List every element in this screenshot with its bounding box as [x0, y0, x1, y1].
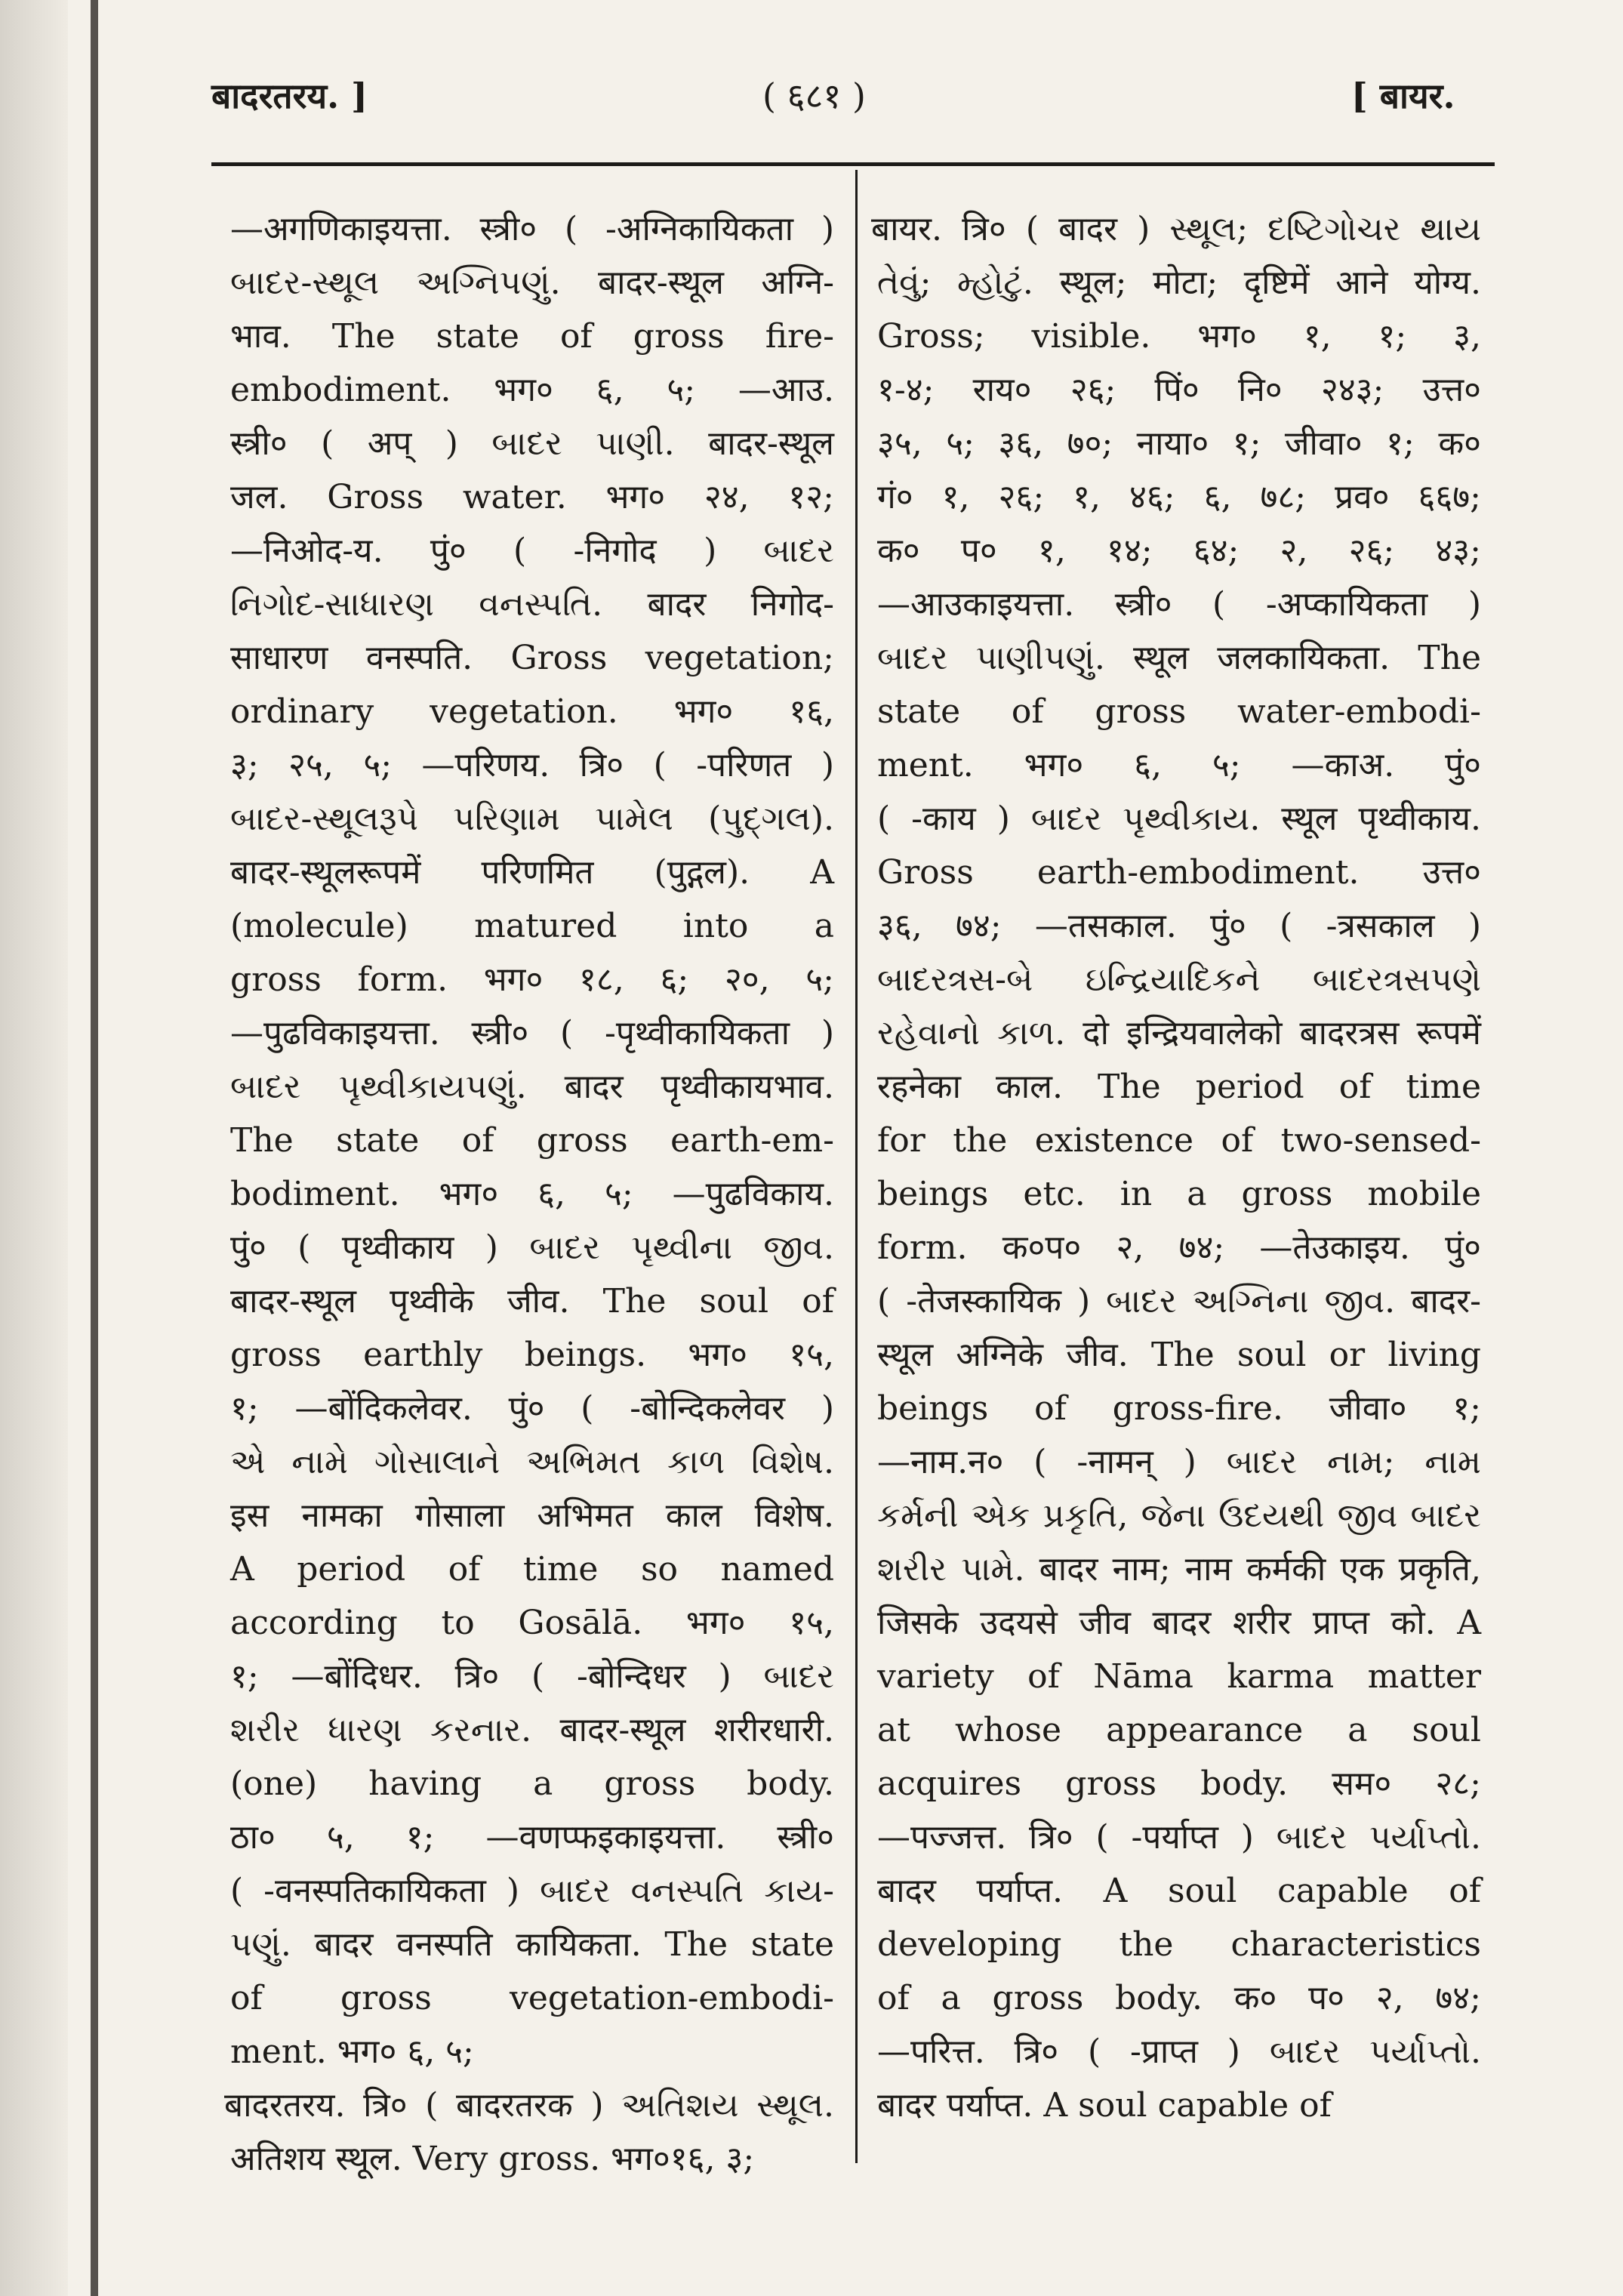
text-line: (one) having a gross body. — [230, 1764, 834, 1803]
text-line: पुं० ( पृथ्वीकाय ) બાદર પૃથ્વીના જીવ. — [230, 1228, 834, 1267]
text-line: according to Gosālā. भग० १५, — [230, 1604, 834, 1642]
text-line: ordinary vegetation. भग० १६, — [230, 692, 834, 731]
text-line: ३५, ५; ३६, ७०; नाया० १; जीवा० १; क० — [877, 424, 1481, 463]
text-line: अतिशय स्थूल. Very gross. भग०१६, ३; — [230, 2140, 755, 2178]
text-line: પણું. बादर वनस्पति कायिकता. The state — [230, 1925, 834, 1964]
left-column — [224, 202, 834, 2186]
text-line: of a gross body. क० प० २, ७४; — [877, 1979, 1481, 2017]
text-line: The state of gross earth-em- — [230, 1121, 834, 1160]
text-line: ३६, ७४; —तसकाल. पुं० ( -त्रसकाल ) — [877, 907, 1481, 945]
text-line: શરીર ધારણ કરનાર. बादर-स्थूल शरीरधारी. — [230, 1711, 834, 1749]
headword-line: बायर. त्रि० ( बादर ) સ્થૂલ; દષ્ટિગોચર થાય — [871, 210, 1481, 248]
text-line: —आउकाइयत्ता. स्त्री० ( -अप्कायिकता ) — [877, 585, 1481, 624]
text-line: developing the characteristics — [877, 1925, 1481, 1964]
running-head-left: बादरतरय. ] — [211, 76, 368, 116]
text-line: १-४; राय० २६; पिं० नि० २४३; उत्त० — [877, 371, 1481, 409]
text-line: (molecule) matured into a — [230, 907, 834, 945]
right-column — [871, 202, 1481, 2132]
running-head-right: [ बायर. — [1351, 76, 1455, 116]
text-line: रहनेका काल. The period of time — [877, 1068, 1481, 1106]
text-line: બાદર-સ્થૂલ અગ્નિપણું. बादर-स्थूल अग्नि- — [230, 264, 834, 302]
text-line: તેવું; મ્હોટું. स्थूल; मोटा; दृष्टिमें आने योग्य. — [877, 264, 1481, 302]
text-line: गं० १, २६; १, ४६; ६, ७८; प्रव० ६६७; — [877, 478, 1481, 516]
text-line: બાદરત્રસ-બે ઇન્દ્રિયાદિકને બાદરત્રસપણે — [877, 960, 1481, 999]
text-line: Gross earth-embodiment. उत्त० — [877, 853, 1481, 892]
text-line: A period of time so named — [230, 1550, 834, 1589]
text-line: इस नामका गोसाला अभिमत काल विशेष. — [230, 1496, 834, 1535]
text-line: gross form. भग० १८, ६; २०, ५; — [230, 960, 834, 999]
text-line: बादर-स्थूलरूपमें परिणमित (पुद्गल). A — [230, 853, 834, 892]
text-line: at whose appearance a soul — [877, 1711, 1481, 1749]
text-line: —अगणिकाइयत्ता. स्त्री० ( -अग्निकायिकता ) — [230, 210, 834, 248]
text-line: —निओद-य. पुं० ( -निगोद ) બાદર — [230, 532, 834, 570]
text-line: નિગોદ-સાધારણ વનસ્પતિ. बादर निगोद- — [230, 585, 834, 624]
text-line: બાદર-સ્થૂલરૂપે પરિણામ પામેલ (પુદ્ગલ). — [230, 800, 834, 838]
text-line: રહેવાનો કાળ. दो इन्द्रियवालेको बादरत्रस रूपमें — [877, 1014, 1481, 1052]
text-line: કર્મની એક પ્રકૃતિ, જેના ઉદયથી જીવ બાદર — [877, 1496, 1481, 1535]
text-line: साधारण वनस्पति. Gross vegetation; — [230, 639, 834, 677]
text-line: ( -तेजस्कायिक ) બાદર અગ્નિના જીવ. बादर- — [877, 1282, 1481, 1321]
column-divider — [855, 170, 858, 2163]
text-line: ment. भग० ६, ५; — [230, 2032, 474, 2071]
text-line: —पुढविकाइयत्ता. स्त्री० ( -पृथ्वीकायिकता ) — [230, 1014, 834, 1052]
text-line: ( -वनस्पतिकायिकता ) બાદર વનસ્પતિ કાય- — [230, 1872, 834, 1910]
text-line: for the existence of two-sensed- — [877, 1121, 1481, 1160]
text-line: bodiment. भग० ६, ५; —पुढविकाय. — [230, 1175, 834, 1213]
text-line: બાદર પૃથ્વીકાયપણું. बादर पृथ्वीकायभाव. — [230, 1068, 834, 1106]
text-line: बादर-स्थूल पृथ्वीके जीव. The soul of — [230, 1282, 834, 1321]
text-line: जल. Gross water. भग० २४, १२; — [230, 478, 834, 516]
page-margin-shadow — [0, 0, 68, 2296]
text-line: acquires gross body. सम० २८; — [877, 1764, 1481, 1803]
text-line: ठा० ५, १; —वणप्फइकाइयत्ता. स्त्री० — [230, 1818, 834, 1857]
text-line: શરીર પામે. बादर नाम; नाम कर्मकी एक प्रकृति, — [877, 1550, 1481, 1589]
text-line: १; —बोंदिकलेवर. पुं० ( -बोन्दिकलेवर ) — [230, 1389, 834, 1428]
text-line: variety of Nāma karma matter — [877, 1657, 1481, 1696]
text-line: એ નામે ગોસાલાને અભિમત કાળ વિશેષ. — [230, 1443, 834, 1481]
text-line: क० प० १, १४; ६४; २, २६; ४३; — [877, 532, 1481, 570]
text-line: બાદર પાણીપણું. स्थूल जलकायिकता. The — [877, 639, 1481, 677]
text-line: —परित्त. त्रि० ( -प्राप्त ) બાદર પર્યાપ્તો. — [877, 2032, 1481, 2071]
text-line: स्त्री० ( अप् ) બાદર પાણી. बादर-स्थूल — [230, 424, 834, 463]
page-number: ( ६८१ ) — [762, 76, 866, 116]
text-line: भाव. The state of gross fire- — [230, 317, 834, 356]
header-rule — [211, 162, 1495, 166]
text-line: beings etc. in a gross mobile — [877, 1175, 1481, 1213]
text-line: १; —बोंदिधर. त्रि० ( -बोन्दिधर ) બાદર — [230, 1657, 834, 1696]
text-line: ( -काय ) બાદર પૃથ્વીકાય. स्थूल पृथ्वीकाय. — [877, 800, 1481, 838]
text-line: ment. भग० ६, ५; —काअ. पुं० — [877, 746, 1481, 784]
text-line: बादर पर्याप्त. A soul capable of — [877, 1872, 1481, 1910]
text-line: of gross vegetation-embodi- — [230, 1979, 834, 2017]
text-line: बादर पर्याप्त. A soul capable of — [877, 2086, 1332, 2125]
headword-line: बादरतरय. त्रि० ( बादरतरक ) અતિશય સ્થૂલ. — [224, 2086, 834, 2125]
text-line: beings of gross-fire. जीवा० १; — [877, 1389, 1481, 1428]
text-line: —पज्जत्त. त्रि० ( -पर्याप्त ) બાદર પર્યાપ્તો. — [877, 1818, 1481, 1857]
text-line: जिसके उदयसे जीव बादर शरीर प्राप्त को. A — [877, 1604, 1481, 1642]
text-line: —नाम.न० ( -नामन् ) બાદર નામ; નામ — [877, 1443, 1481, 1481]
page-binding-edge — [91, 0, 98, 2296]
text-line: ३; २५, ५; —परिणय. त्रि० ( -परिणत ) — [230, 746, 834, 784]
text-line: Gross; visible. भग० १, १; ३, — [877, 317, 1481, 356]
text-line: form. क०प० २, ७४; —तेउकाइय. पुं० — [877, 1228, 1481, 1267]
text-line: embodiment. भग० ६, ५; —आउ. — [230, 371, 834, 409]
text-line: स्थूल अग्निके जीव. The soul or living — [877, 1336, 1481, 1374]
text-line: gross earthly beings. भग० १५, — [230, 1336, 834, 1374]
text-line: state of gross water-embodi- — [877, 692, 1481, 731]
